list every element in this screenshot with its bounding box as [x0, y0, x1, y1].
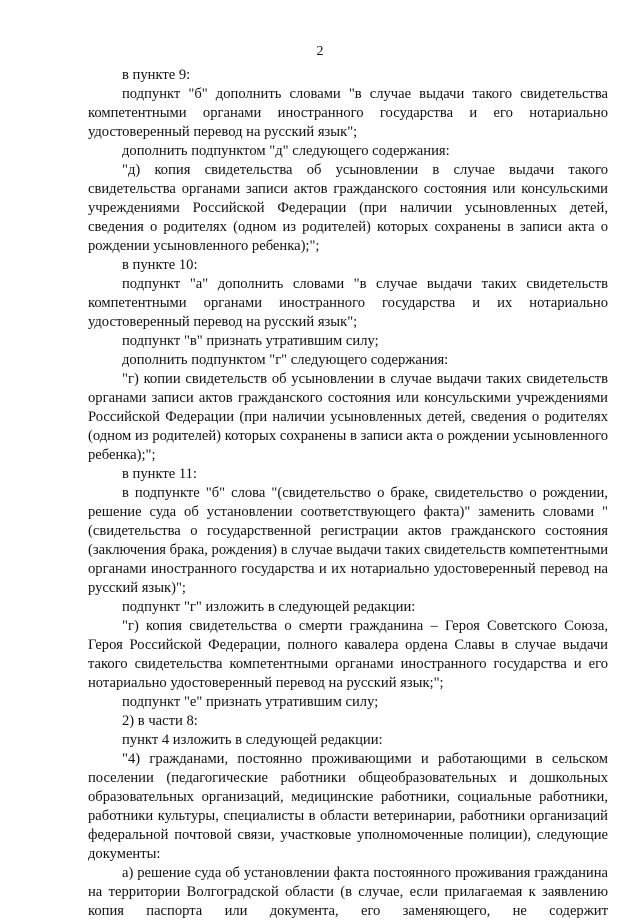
paragraph: "г) копия свидетельства о смерти гражданина – Героя Советского Союза, Героя Российской Федерации, полного кавалера ордена Славы в случае выдачи такого свидетельства компетентными органами иностранного государства и его нотариально удостоверенный перевод на русский язык;"; [88, 618, 608, 691]
paragraph: "4) гражданами, постоянно проживающими и работающими в сельском поселении (педагогические работники общеобразовательных и дошкольных образовательных организаций, медицинские работники, социальные работники, работники культуры, специалисты в области ветеринарии, работники организаций федеральной почтовой связи, участковые уполномоченные полиции), следующие документы: [88, 751, 608, 862]
paragraph: в подпункте "б" слова "(свидетельство о браке, свидетельство о рождении, решение суда об установлении соответствующего факта)" заменить словами "(свидетельства о государственной регистрации актов гражданского состояния (заключения брака, рождения) в случае выдачи таких свидетельств компетентными органами иностранного государства и их нотариально удостоверенный перевод на русский язык)"; [88, 485, 608, 596]
paragraph: в пункте 10: [122, 257, 198, 273]
paragraph: дополнить подпунктом "г" следующего содержания: [122, 352, 449, 368]
paragraph: дополнить подпунктом "д" следующего содержания: [122, 143, 450, 159]
paragraph: "д) копия свидетельства об усыновлении в случае выдачи такого свидетельства органами записи актов гражданского состояния или консульскими учреждениями Российской Федерации (при наличии усыновленных детей, сведения о родителях (одном из родителей) которых сохранены в записи акта о рождении усыновленного ребенка);"; [88, 162, 608, 254]
paragraph: подпункт "е" признать утратившим силу; [122, 694, 379, 710]
paragraph: подпункт "в" признать утратившим силу; [122, 333, 379, 349]
paragraph: пункт 4 изложить в следующей редакции: [122, 732, 383, 748]
paragraph: "г) копии свидетельств об усыновлении в случае выдачи таких свидетельств органами записи актов гражданского состояния или консульскими учреждениями Российской Федерации (при наличии усыновленных детей, сведения о родителях (одном из родителей) которых сохранены в записи акта о рождении усыновленного ребенка);"; [88, 371, 608, 463]
paragraph: подпункт "б" дополнить словами "в случае выдачи такого свидетельства компетентными органами иностранного государства и его нотариально удостоверенный перевод на русский язык"; [88, 86, 608, 140]
paragraph: подпункт "а" дополнить словами "в случае выдачи таких свидетельств компетентными органами иностранного государства и их нотариально удостоверенный перевод на русский язык"; [88, 276, 608, 330]
paragraph: 2) в части 8: [122, 713, 198, 729]
paragraph: в пункте 9: [122, 67, 191, 83]
page-number: 2 [316, 44, 324, 59]
document-body [88, 66, 608, 921]
paragraph: в пункте 11: [122, 466, 197, 482]
paragraph: а) решение суда об установлении факта постоянного проживания гражданина на территории Волгоградской области (в случае, если прилагаемая к заявлению копия паспорта или документа, его заменяющего, не содержит [88, 865, 608, 919]
paragraph: подпункт "г" изложить в следующей редакции: [122, 599, 416, 615]
